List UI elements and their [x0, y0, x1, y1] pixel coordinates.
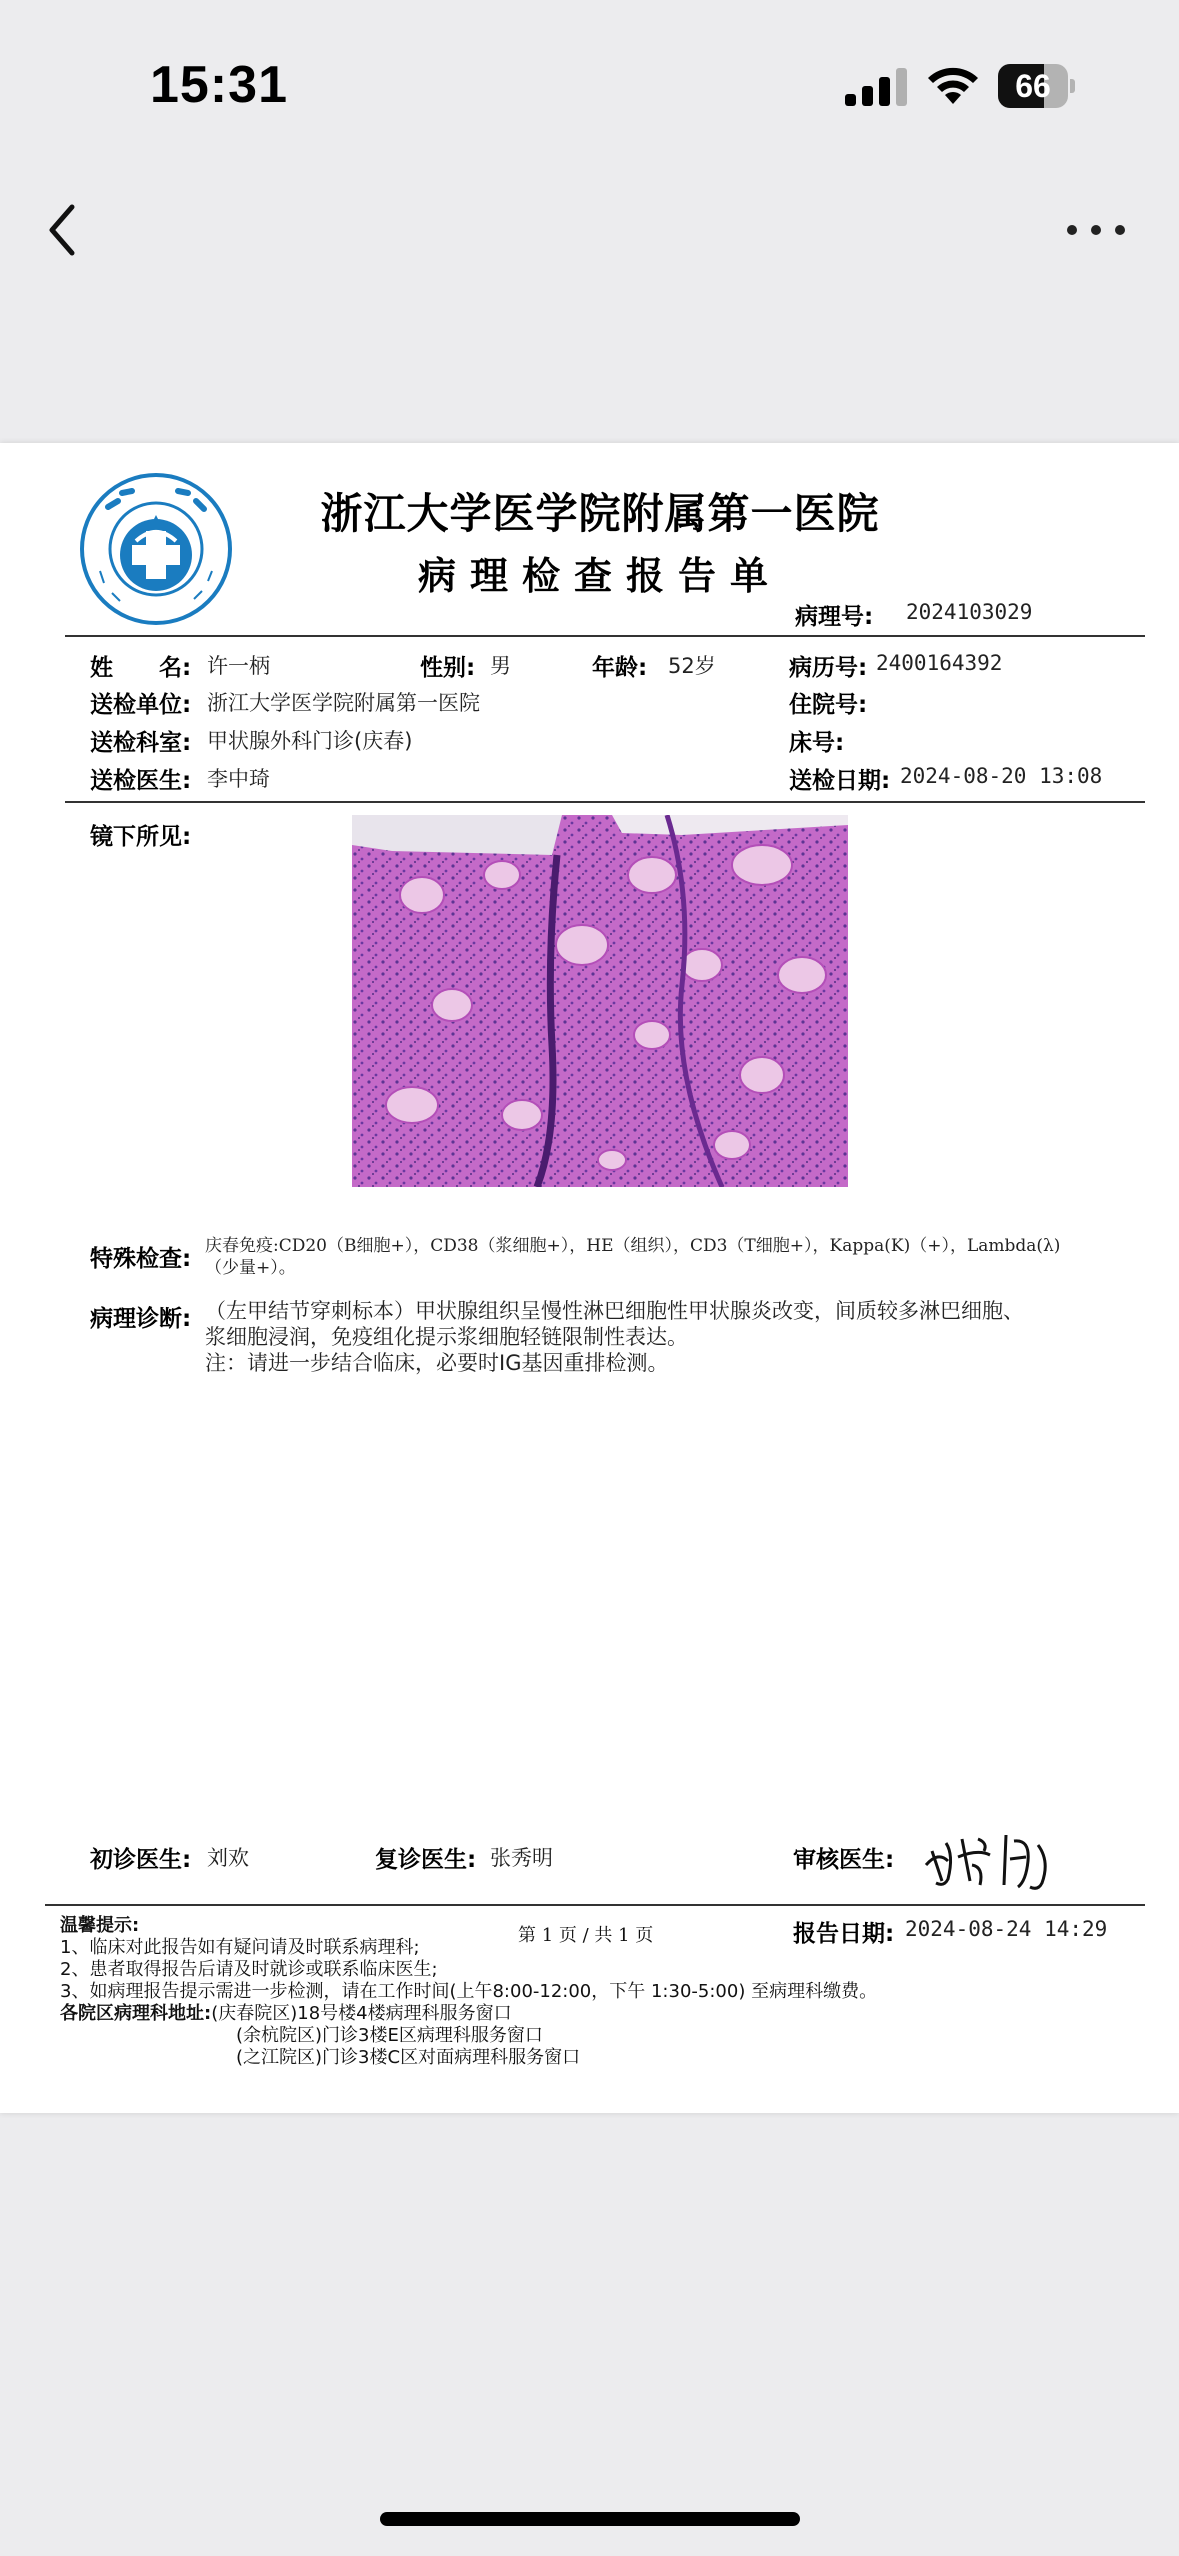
submit-date: 2024-08-20 13:08: [900, 764, 1103, 788]
diagnosis-line-1: （左甲结节穿刺标本）甲状腺组织呈慢性淋巴细胞性甲状腺炎改变，间质较多淋巴细胞、: [205, 1299, 1024, 1323]
battery-level: 66: [1015, 68, 1051, 104]
address-1: (庆春院区)18号楼4楼病理科服务窗口: [211, 2003, 512, 2024]
wifi-icon: [925, 64, 981, 106]
gender-label: 性别:: [420, 655, 476, 681]
review-doctor-label: 复诊医生:: [375, 1847, 477, 1873]
chevron-left-icon: [40, 195, 90, 265]
patient-age: 52岁: [668, 654, 716, 678]
special-exam-line-2: （少量+）。: [205, 1258, 296, 1278]
pathology-no: 2024103029: [906, 600, 1033, 624]
page-info: 第 1 页 / 共 1 页: [518, 1925, 654, 1946]
hospital-name: 浙江大学医学院附属第一医院: [320, 489, 880, 538]
tips-title: 温馨提示:: [60, 1915, 140, 1936]
tip-1: 1、临床对此报告如有疑问请及时联系病理科;: [60, 1937, 420, 1958]
doctor-label: 送检医生:: [90, 768, 192, 794]
submitting-dept: 甲状腺外科门诊(庆春): [207, 729, 413, 753]
tip-3: 3、如病理报告提示需进一步检测，请在工作时间(上午8:00-12:00，下午 1:30-5:00) 至病理科缴费。: [60, 1981, 878, 2002]
initial-doctor: 刘欢: [207, 1846, 249, 1870]
ellipsis-icon: [1060, 205, 1132, 255]
name-label: 姓 名:: [90, 655, 192, 681]
record-no-label: 病历号:: [789, 655, 868, 681]
diagnosis-text: [205, 1298, 1024, 1376]
status-time: 15:31: [150, 56, 288, 114]
footer-divider: [45, 1904, 1145, 1906]
unit-label: 送检单位:: [90, 692, 192, 718]
age-label: 年龄:: [592, 655, 648, 681]
submitting-unit: 浙江大学医学院附属第一医院: [207, 691, 480, 715]
cellular-signal-icon: [845, 68, 909, 106]
home-indicator[interactable]: [380, 2512, 800, 2526]
pathology-no-label: 病理号:: [795, 604, 874, 630]
header-divider: [65, 635, 1145, 637]
patient-name: 许一柄: [207, 654, 270, 678]
fields-divider: [65, 801, 1145, 803]
back-button[interactable]: [40, 195, 90, 265]
dept-label: 送检科室:: [90, 730, 192, 756]
special-exam-label: 特殊检查:: [90, 1246, 192, 1272]
battery-icon: [998, 64, 1076, 108]
audit-signature: [918, 1821, 1058, 1899]
address-3: (之江院区)门诊3楼C区对面病理科服务窗口: [236, 2047, 581, 2068]
tips-block: [60, 1915, 877, 2069]
report-title: 病理检查报告单: [417, 553, 782, 598]
review-doctor: 张秀明: [490, 1846, 553, 1870]
special-exam-line-1: 庆春免疫:CD20（B细胞+），CD38（浆细胞+），HE（组织），CD3（T细胞+），Kappa(K)（+），Lambda(λ): [205, 1236, 1061, 1256]
status-bar: [0, 0, 1179, 170]
special-exam-text: [205, 1235, 1060, 1279]
diagnosis-line-2: 浆细胞浸润，免疫组化提示浆细胞轻链限制性表达。: [205, 1325, 688, 1349]
audit-doctor-label: 审核医生:: [793, 1847, 895, 1873]
pathology-report-page: [0, 443, 1179, 2113]
bed-no-label: 床号:: [789, 730, 845, 756]
address-label: 各院区病理科地址:: [60, 2003, 212, 2024]
report-date-label: 报告日期:: [793, 1921, 895, 1947]
submitting-doctor: 李中琦: [207, 767, 270, 791]
report-date: 2024-08-24 14:29: [905, 1917, 1108, 1941]
microscopy-image: [352, 815, 848, 1187]
diagnosis-label: 病理诊断:: [90, 1306, 192, 1332]
patient-gender: 男: [490, 654, 511, 678]
more-button[interactable]: [1060, 205, 1132, 255]
microscopy-label: 镜下所见:: [90, 824, 192, 850]
date-label: 送检日期:: [789, 768, 891, 794]
address-2: (余杭院区)门诊3楼E区病理科服务窗口: [236, 2025, 543, 2046]
initial-doctor-label: 初诊医生:: [90, 1847, 192, 1873]
tip-2: 2、患者取得报告后请及时就诊或联系临床医生;: [60, 1959, 438, 1980]
diagnosis-note: 注：请进一步结合临床，必要时IG基因重排检测。: [205, 1351, 669, 1375]
record-no: 2400164392: [876, 651, 1003, 675]
inpatient-no-label: 住院号:: [789, 692, 868, 718]
